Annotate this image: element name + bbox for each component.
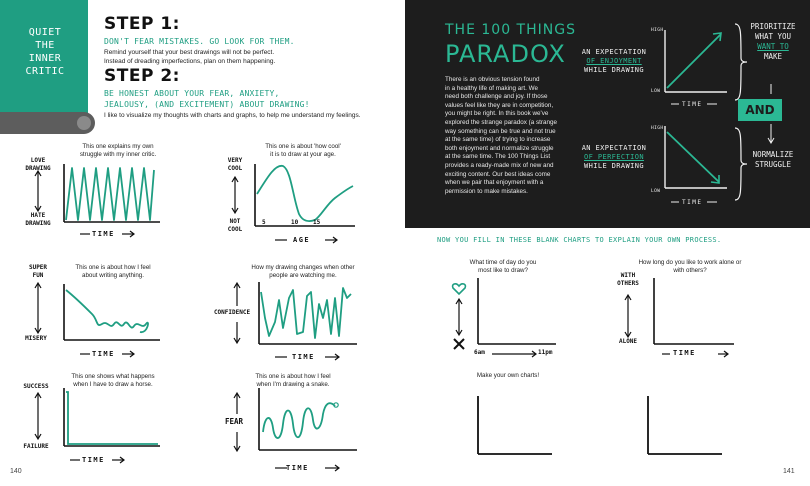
- chart3-scribble-line: [66, 290, 148, 332]
- enjoyment-time-label: TIME: [682, 101, 703, 108]
- step2-body: I like to visualize my thoughts with charts and graphs, to help me understand my feelings.: [104, 112, 361, 119]
- chart1-y-top-label: LOVE DRAWING: [25, 157, 51, 172]
- chart2-x-label: AGE: [293, 236, 311, 244]
- chart4-caption: How my drawing changes when other people are watching me.: [251, 264, 355, 279]
- page-number-left: 140: [10, 468, 22, 475]
- step2-subtitle: BE HONEST ABOUT YOUR FEAR, ANXIETY, JEALOUSY, (AND EXCITEMENT) ABOUT DRAWING!: [104, 89, 310, 109]
- blank-chart1-x-start: 6am: [474, 349, 485, 356]
- chart5-y-bottom-label: FAILURE: [23, 443, 49, 450]
- banner-text: QUIET THE INNER CRITIC: [25, 27, 65, 77]
- enjoyment-low-label: LOW: [651, 89, 661, 94]
- chart5-plot: [30, 384, 180, 474]
- chart2-x-tick-5: 5: [262, 219, 266, 226]
- blank-chart2-x-label: TIME: [673, 349, 696, 357]
- chart2-curve: [257, 166, 353, 221]
- perfection-low-label: LOW: [651, 189, 661, 194]
- chart2-y-top-label: VERY COOL: [227, 157, 243, 172]
- perfection-chart: [653, 122, 733, 210]
- step2-title: STEP 2:: [104, 66, 180, 86]
- blank-chart2-y-top-label: WITH OTHERS: [617, 272, 639, 287]
- chart4-x-label: TIME: [292, 353, 315, 361]
- quiet-inner-critic-banner: [0, 0, 88, 128]
- x-icon: [454, 339, 464, 349]
- chart6-plot: [225, 384, 375, 476]
- chart5-x-label: TIME: [82, 456, 105, 464]
- page-number-right: 141: [783, 468, 795, 475]
- paradox-body: There is an obvious tension found in a healthy life of making art. We need both challenge and joy. If those values feel like they are in competition, you might be right. In this book we've explored the strange paradox (a strange way something can be true and not true at the same time) of trying to increase both enjoyment and normalize struggle at the same time. The 100 Things List provides a ready-made mix of new and exciting content. Our best ideas come when we pair that enjoyment with a permission to make mistakes.: [445, 76, 558, 195]
- step1-body: Remind yourself that your best drawings will not be perfect. Instead of dreading imperfections, plan on them happening.: [104, 49, 276, 65]
- perfection-time-label: TIME: [682, 199, 703, 206]
- blank-chart3-caption: Make your own charts!: [476, 372, 540, 379]
- chart6-x-label: TIME: [286, 464, 309, 472]
- heart-icon: [453, 284, 466, 294]
- blank-chart4-plot: [640, 392, 730, 462]
- paradox-title-line1: THE 100 THINGS: [445, 22, 576, 38]
- chart2-caption: This one is about 'how cool' it is to draw at your age.: [265, 143, 341, 158]
- chart3-x-label: TIME: [92, 350, 115, 358]
- chart2-y-bottom-label: NOT COOL: [227, 218, 243, 233]
- paradox-title-line2: PARADOX: [445, 40, 566, 68]
- chart5-y-top-label: SUCCESS: [23, 383, 49, 390]
- prioritize-label: PRIORITIZE WHAT YOU WANT TO MAKE: [750, 22, 796, 61]
- enjoyment-chart: [653, 26, 733, 106]
- chart6-y-label: FEAR: [224, 417, 244, 426]
- blank-chart3-plot: [470, 392, 560, 462]
- chart1-y-bottom-label: HATE DRAWING: [25, 212, 51, 227]
- chart6-caption: This one is about how I feel when I'm drawing a snake.: [255, 373, 331, 388]
- blank-chart2-caption: How long do you like to work alone or with others?: [638, 259, 742, 274]
- blank-charts-heading: NOW YOU FILL IN THESE BLANK CHARTS TO EXPLAIN YOUR OWN PROCESS.: [437, 236, 722, 244]
- chart3-y-top-label: SUPER FUN: [28, 264, 48, 279]
- perfection-falling-line: [667, 132, 719, 182]
- perfection-label: AN EXPECTATION OF PERFECTION WHILE DRAWING: [581, 144, 647, 170]
- blank-chart1-x-end: 11pm: [538, 349, 553, 356]
- chart3-y-bottom-label: MISERY: [25, 335, 47, 342]
- chart2-plot: [225, 158, 375, 248]
- chart3-caption: This one is about how I feel about writing anything.: [75, 264, 151, 279]
- blank-chart2-y-bottom-label: ALONE: [618, 338, 638, 345]
- blank-chart1-caption: What time of day do you most like to draw?: [469, 259, 537, 274]
- chart5-caption: This one shows what happens when I have to draw a horse.: [71, 373, 155, 388]
- chart6-snake-line: [263, 403, 335, 438]
- chart2-x-tick-10: 10: [291, 219, 299, 226]
- scroll-roll: [0, 112, 95, 134]
- chart2-x-tick-15: 15: [313, 219, 321, 226]
- chart4-jagged-line: [261, 288, 351, 338]
- chart1-zigzag-line: [66, 168, 154, 220]
- and-banner: AND: [738, 99, 782, 121]
- chart1-x-label: TIME: [92, 230, 115, 238]
- step1-subtitle: DON'T FEAR MISTAKES. GO LOOK FOR THEM.: [104, 37, 295, 46]
- enjoyment-rising-line: [667, 34, 721, 88]
- enjoyment-label: AN EXPECTATION OF ENJOYMENT WHILE DRAWING: [581, 48, 647, 74]
- chart1-plot: [30, 160, 180, 240]
- step1-title: STEP 1:: [104, 14, 180, 34]
- chart4-y-label: CONFIDENCE: [213, 309, 251, 316]
- chart1-caption: This one explains my own struggle with my inner critic.: [79, 143, 157, 158]
- normalize-label: NORMALIZE STRUGGLE: [752, 150, 794, 169]
- chart5-drop-line: [66, 392, 158, 444]
- perfection-high-label: HIGH: [651, 126, 664, 131]
- enjoyment-high-label: HIGH: [651, 28, 664, 33]
